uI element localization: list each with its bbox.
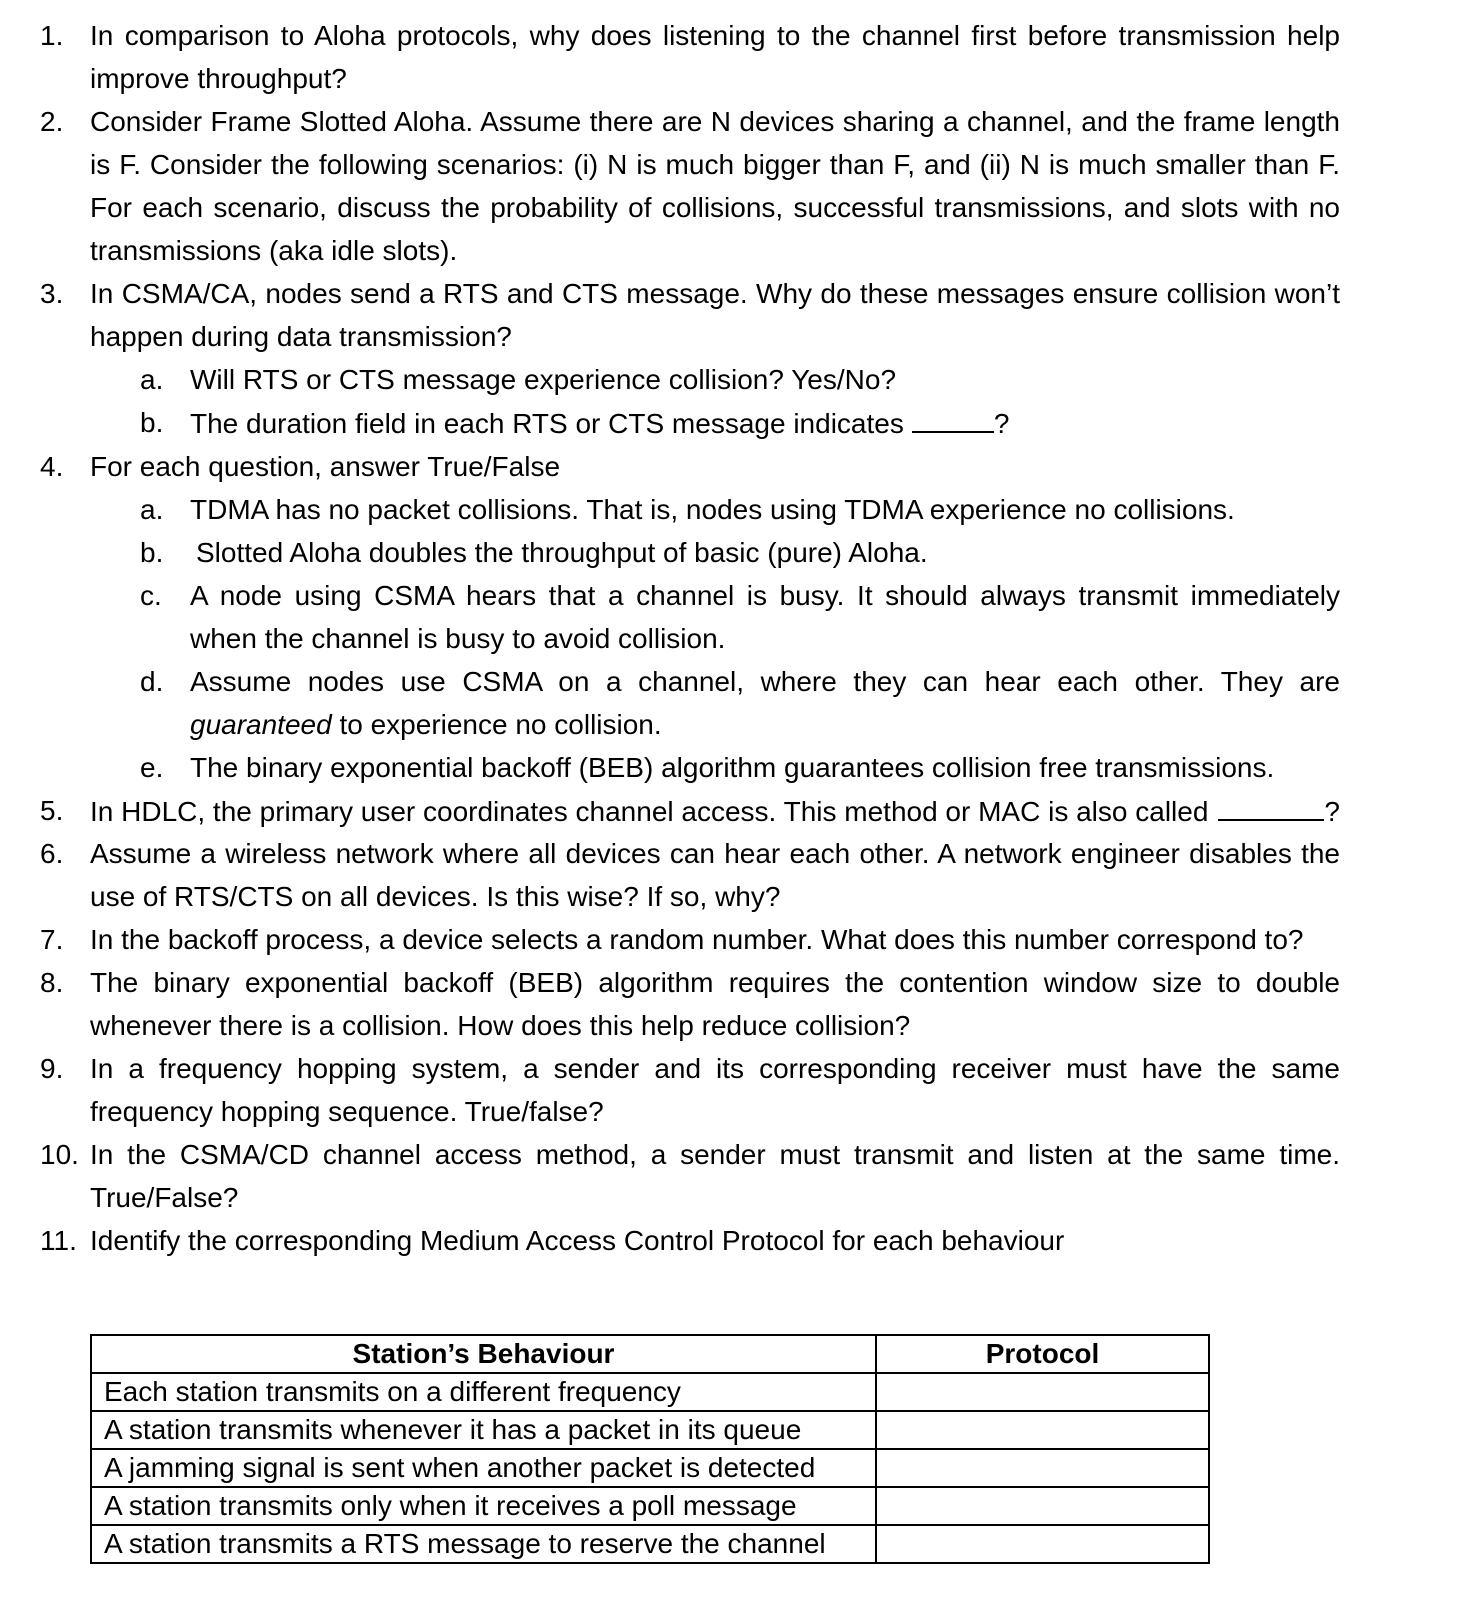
protocol-answer-cell[interactable] [876,1373,1209,1411]
q2-number: 2. [40,106,64,137]
q6-line-2: use of RTS/CTS on all devices. Is this wise? If so, why? [90,881,781,912]
q4d-line-1: Assume nodes use CSMA on a channel, where they can hear each other. They are [190,666,1340,697]
q3-number: 3. [40,278,64,309]
behaviour-cell: Each station transmits on a different frequency [91,1373,876,1411]
q6-number: 6. [40,838,64,869]
q5-text-body: In HDLC, the primary user coordinates channel access. This method or MAC is also called [90,796,1209,827]
q4a-label: a. [140,494,164,525]
q3b-text [190,405,1009,441]
q3a-label: a. [140,364,164,395]
q4d-line-2-rest: to experience no collision. [331,709,662,740]
protocol-answer-cell[interactable] [876,1449,1209,1487]
q5-number: 5. [40,795,64,826]
q3-line-2: happen during data transmission? [90,321,512,352]
q11-text: Identify the corresponding Medium Access Control Protocol for each behaviour [90,1225,1065,1256]
q2-line-3: For each scenario, discuss the probability of collisions, successful transmissions, and slots with no [90,192,1340,223]
q2-line-1: Consider Frame Slotted Aloha. Assume there are N devices sharing a channel, and the frame length [90,106,1340,137]
q9-number: 9. [40,1053,64,1084]
q8-line-1: The binary exponential backoff (BEB) algorithm requires the contention window size to double [90,967,1340,998]
q4-number: 4. [40,451,64,482]
q5-question-mark: ? [1324,796,1340,827]
q3b-label: b. [140,407,164,438]
table-row [91,1525,1209,1563]
q1-line-2: improve throughput? [90,63,347,94]
q3b-text-body: The duration field in each RTS or CTS message indicates [190,408,904,439]
table-row [91,1449,1209,1487]
q8-line-2: whenever there is a collision. How does this help reduce collision? [90,1010,911,1041]
table-row [91,1487,1209,1525]
header-protocol: Protocol [876,1335,1209,1373]
q4d-line-2 [190,707,662,743]
q3a-text: Will RTS or CTS message experience collision? Yes/No? [190,364,897,395]
q4b-label: b. [140,537,164,568]
q1-line-1: In comparison to Aloha protocols, why does listening to the channel first before transmission help [90,20,1340,51]
behaviour-cell: A station transmits only when it receives a poll message [91,1487,876,1525]
q3b-question-mark: ? [993,408,1010,439]
q7-number: 7. [40,924,64,955]
protocol-answer-cell[interactable] [876,1525,1209,1563]
table-row [91,1373,1209,1411]
q10-line-2: True/False? [90,1182,239,1213]
q4d-emphasis: guaranteed [190,709,332,740]
q1-number: 1. [40,20,64,51]
q10-number: 10. [40,1139,79,1170]
q4a-text: TDMA has no packet collisions. That is, nodes using TDMA experience no collisions. [190,494,1235,525]
q2-line-4: transmissions (aka idle slots). [90,235,458,266]
header-behaviour: Station’s Behaviour [91,1335,876,1373]
protocol-answer-cell[interactable] [876,1411,1209,1449]
q2-line-2: is F. Consider the following scenarios: (i) N is much bigger than F, and (ii) N is much smaller than F. [90,149,1340,180]
q5-text [90,793,1340,829]
q3-line-1: In CSMA/CA, nodes send a RTS and CTS message. Why do these messages ensure collision won’t [90,278,1340,309]
q4e-label: e. [140,752,164,783]
q4b-text: Slotted Aloha doubles the throughput of basic (pure) Aloha. [196,537,928,568]
q3b-answer-blank [912,405,994,433]
q4c-label: c. [140,580,162,611]
q6-line-1: Assume a wireless network where all devices can hear each other. A network engineer disables the [90,838,1340,869]
q9-line-2: frequency hopping sequence. True/false? [90,1096,604,1127]
mac-protocol-table [90,1334,1210,1564]
q4d-label: d. [140,666,164,697]
behaviour-cell: A station transmits a RTS message to reserve the channel [91,1525,876,1563]
q4c-line-1: A node using CSMA hears that a channel is busy. It should always transmit immediately [190,580,1340,611]
q4e-text: The binary exponential backoff (BEB) algorithm guarantees collision free transmissions. [190,752,1275,783]
q5-answer-blank [1218,793,1324,821]
behaviour-cell: A station transmits whenever it has a packet in its queue [91,1411,876,1449]
q11-number: 11. [40,1225,77,1256]
q10-line-1: In the CSMA/CD channel access method, a sender must transmit and listen at the same time. [90,1139,1340,1170]
q4c-line-2: when the channel is busy to avoid collision. [190,623,726,654]
q7-text: In the backoff process, a device selects a random number. What does this number correspond to? [90,924,1304,955]
q9-line-1: In a frequency hopping system, a sender and its corresponding receiver must have the same [90,1053,1340,1084]
table-header-row [91,1335,1209,1373]
table-row [91,1411,1209,1449]
q4-text: For each question, answer True/False [90,451,561,482]
q8-number: 8. [40,967,64,998]
protocol-answer-cell[interactable] [876,1487,1209,1525]
behaviour-cell: A jamming signal is sent when another packet is detected [91,1449,876,1487]
